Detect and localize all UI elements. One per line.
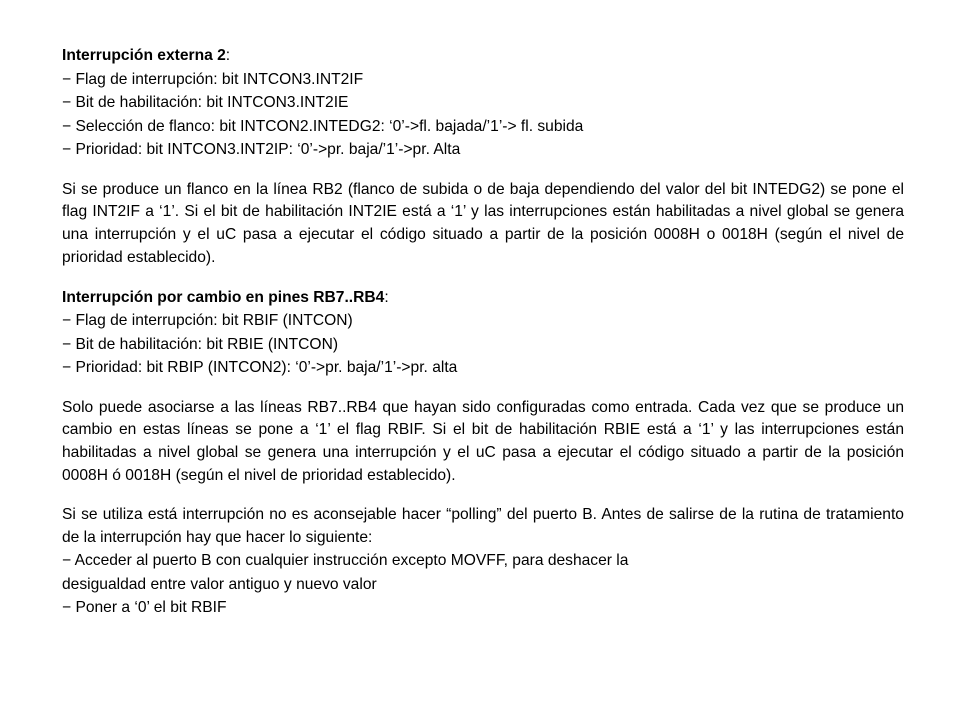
paragraph-rb-change-description: Solo puede asociarse a las líneas RB7..RB4 que hayan sido configuradas como entrada. Cada vez que se produce un cambio en estas líneas se pone a ‘1’ el flag RBIF. Si el bit de habilitación RBIE está a ‘1’ y las interrupciones están habilitadas a nivel global se genera una interrupción y el uC pasa a ejecutar el código situado a partir de la posición 0008H ó 0018H (según el nivel de prioridad establecido). bbox=[62, 398, 904, 485]
bullet-enable: − Bit de habilitación: bit RBIE (INTCON) bbox=[62, 335, 339, 353]
bullet-edge-select: − Selección de flanco: bit INTCON2.INTEDG2: ‘0’->fl. bajada/’1’-> fl. subida bbox=[62, 117, 584, 135]
heading-colon: : bbox=[225, 47, 231, 64]
paragraph-polling-note: Si se utiliza está interrupción no es aconsejable hacer “polling” del puerto B. Antes de salirse de la rutina de tratamiento de la interrupción hay que hacer lo siguiente: bbox=[62, 505, 904, 546]
bullet-priority: − Prioridad: bit INTCON3.INT2IP: ‘0’->pr. baja/’1’->pr. Alta bbox=[62, 141, 461, 158]
bullet-enable: − Bit de habilitación: bit INTCON3.INT2IE bbox=[62, 94, 349, 111]
step-clear-rbif: − Poner a ‘0’ el bit RBIF bbox=[62, 599, 227, 617]
heading-text: Interrupción externa 2 bbox=[62, 47, 226, 64]
bullet-priority: − Prioridad: bit RBIP (INTCON2): ‘0’->pr. baja/’1’->pr. alta bbox=[62, 359, 458, 377]
bullet-flag: − Flag de interrupción: bit INTCON3.INT2IF bbox=[62, 70, 364, 88]
heading-colon: : bbox=[384, 288, 389, 306]
document-body bbox=[62, 44, 904, 620]
step-access-port-b-continued: desigualdad entre valor antiguo y nuevo valor bbox=[62, 575, 377, 593]
bullet-flag: − Flag de interrupción: bit RBIF (INTCON) bbox=[62, 312, 353, 330]
paragraph-int2-description: Si se produce un flanco en la línea RB2 (flanco de subida o de baja dependiendo del valor del bit INTEDG2) se pone el flag INT2IF a ‘1’. Si el bit de habilitación INT2IE está a ‘1’ y las interrupciones están habilitadas a nivel global se genera una interrupción y el uC pasa a ejecutar el código situado a partir de la posición 0008H o 0018H (según el nivel de prioridad establecido). bbox=[62, 180, 904, 266]
section-heading-rb-change-interrupt bbox=[62, 286, 904, 310]
heading-text: Interrupción por cambio en pines RB7..RB4 bbox=[62, 288, 385, 306]
step-access-port-b: − Acceder al puerto B con cualquier instrucción excepto MOVFF, para deshacer la bbox=[62, 552, 629, 570]
section-heading-external-interrupt-2 bbox=[62, 44, 904, 68]
